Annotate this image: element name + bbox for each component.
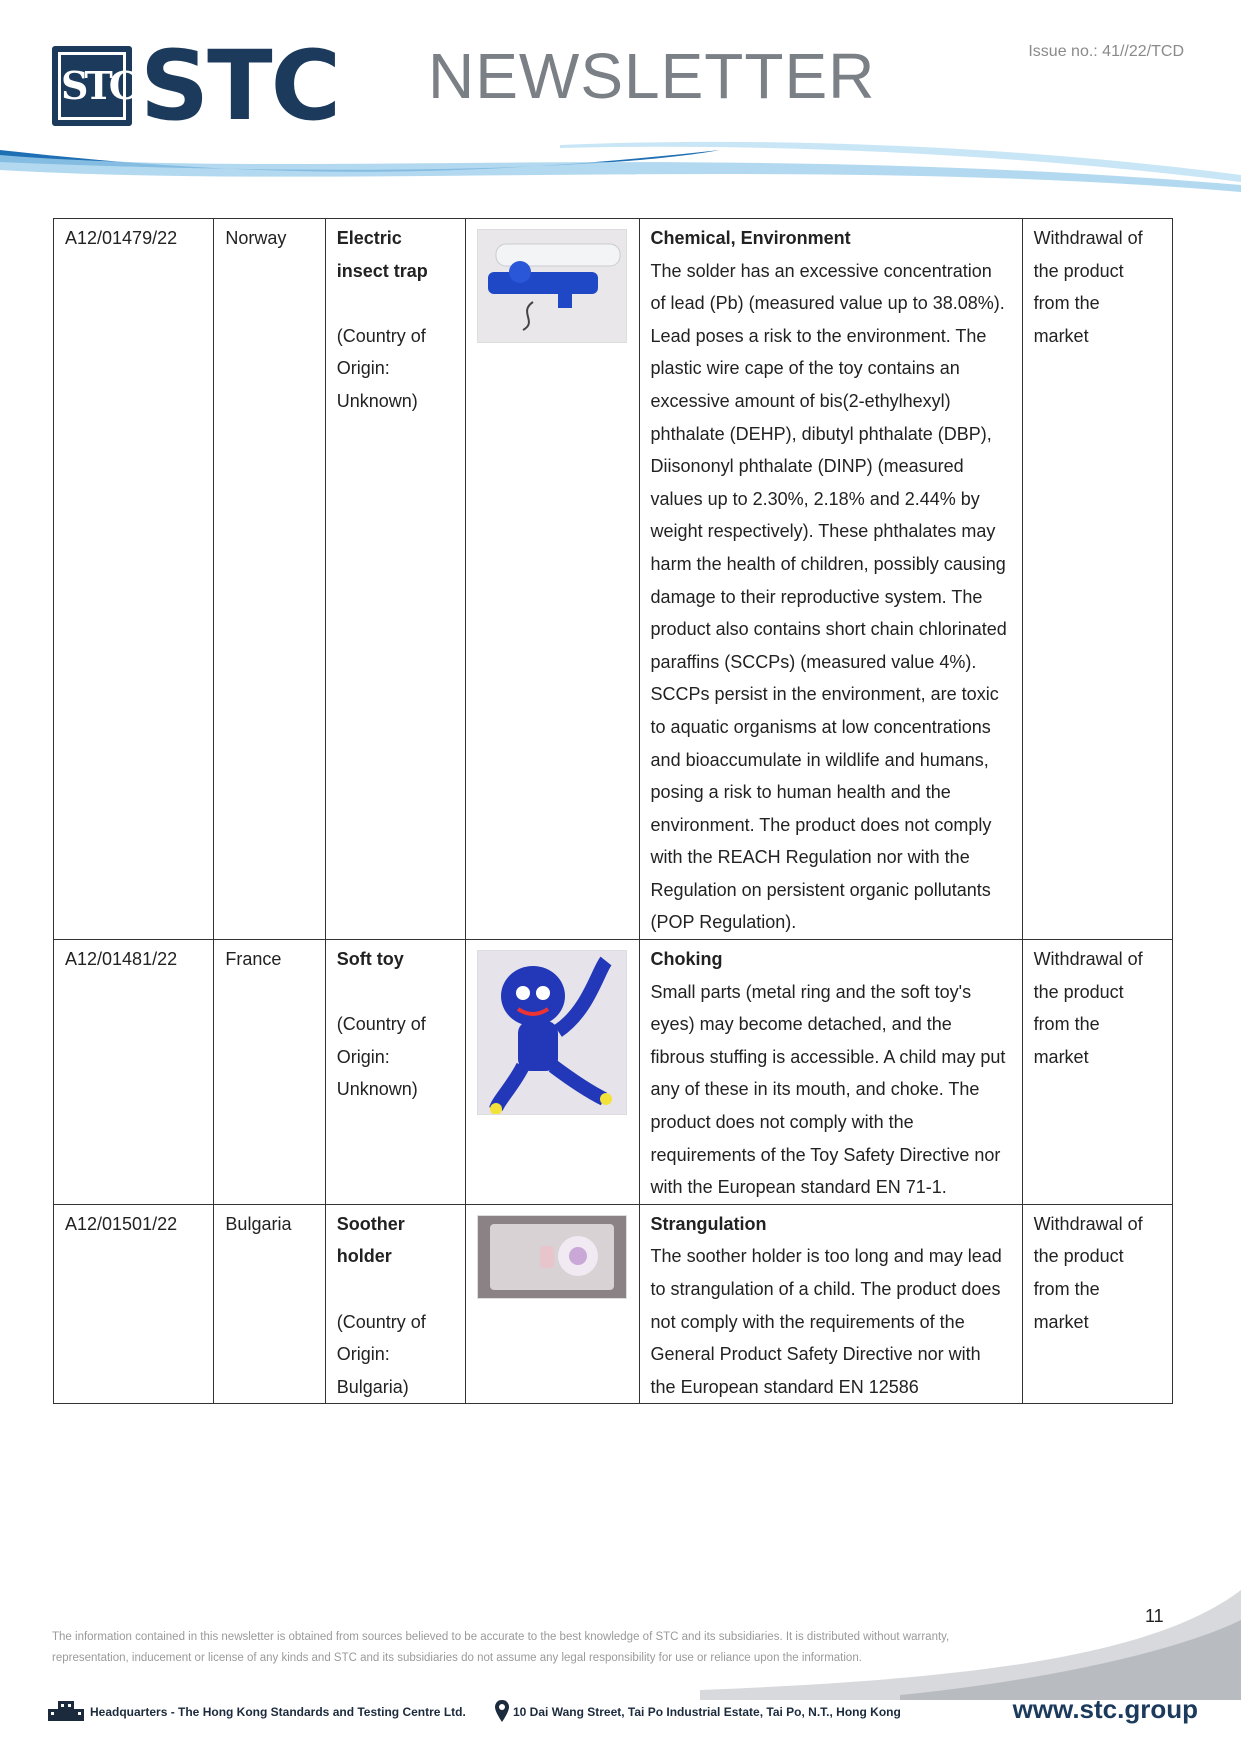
brand-name: STC xyxy=(140,30,340,142)
risk-cell xyxy=(639,1204,1022,1404)
measure-line: from the xyxy=(1033,1014,1100,1035)
origin-line: (Country of xyxy=(336,1311,426,1332)
table-row xyxy=(54,940,1173,1205)
measures-cell xyxy=(1022,1204,1172,1404)
table-row xyxy=(54,1204,1173,1404)
soft-toy-photo xyxy=(477,950,627,1115)
risk-description: The solder has an excessive concentration of lead (Pb) (measured value up to 38.08%). Lead poses a risk to the environment. The plastic wire cape of the toy contains an excessive amount of bis(2-ethylhexyl) phthalate (DEHP), dibutyl phthalate (DBP), Diisononyl phthalate (DINP) (measured values up to 2.30%, 2.18% and 2.44% by weight respectively). These phthalates may harm the health of children, possibly causing damage to their reproductive system. The product also contains short chain chlorinated paraffins (SCCPs) (measured value 4%). SCCPs persist in the environment, are toxic to aquatic organisms at low concentrations and bioaccumulate in wildlife and humans, posing a risk to human health and the environment. The product does not comply with the REACH Regulation nor with the Regulation on persistent organic pollutants (POP Regulation). xyxy=(650,260,1007,933)
spacer xyxy=(337,976,454,1009)
risk-cell xyxy=(639,219,1022,940)
website-link[interactable]: www.stc.group xyxy=(1012,1694,1198,1724)
measure-line: the product xyxy=(1033,1246,1124,1267)
spacer xyxy=(337,287,454,320)
origin-line: Bulgaria) xyxy=(336,1376,409,1397)
page-number: 11 xyxy=(1145,1606,1164,1626)
product-name-line: holder xyxy=(336,1246,392,1267)
logo-mark: STC xyxy=(58,52,126,120)
spacer xyxy=(337,1273,454,1306)
measure-line: market xyxy=(1033,325,1089,346)
headquarters-text: Headquarters - The Hong Kong Standards and Testing Centre Ltd. xyxy=(90,1705,466,1719)
risk-description: The soother holder is too long and may lead to strangulation of a child. The product does not comply with the requirements of the General Product Safety Directive nor with the European standard EN 12586 xyxy=(650,1246,1002,1397)
product-image-cell xyxy=(466,940,639,1205)
product-cell xyxy=(325,1204,465,1404)
product-name-line: Soft toy xyxy=(336,949,404,970)
page-footer xyxy=(48,1694,1198,1728)
measure-line: from the xyxy=(1033,293,1100,314)
notification-number: A12/01501/22 xyxy=(54,1204,214,1404)
product-image-cell xyxy=(466,219,639,940)
risk-cell xyxy=(639,940,1022,1205)
product-name-line: Electric xyxy=(336,228,402,248)
product-name-line: Soother xyxy=(336,1213,405,1234)
measure-line: Withdrawal of xyxy=(1033,949,1143,970)
electric-insect-trap-photo xyxy=(477,229,627,343)
location-pin-icon xyxy=(495,1700,509,1722)
table-row xyxy=(54,219,1173,940)
soother-holder-photo xyxy=(477,1215,627,1299)
origin-line: Origin: xyxy=(336,1344,390,1365)
product-cell xyxy=(325,940,465,1205)
risk-type: Strangulation xyxy=(650,1213,767,1234)
address-text: 10 Dai Wang Street, Tai Po Industrial Estate, Tai Po, N.T., Hong Kong xyxy=(513,1705,901,1719)
measure-line: Withdrawal of xyxy=(1033,228,1143,248)
origin-line: Origin: xyxy=(336,358,390,379)
page-header xyxy=(0,0,1241,200)
origin-line: Unknown) xyxy=(336,390,418,411)
stc-logo-icon xyxy=(52,46,135,126)
risk-type: Choking xyxy=(650,949,723,970)
recall-table xyxy=(53,218,1173,1404)
issue-number: Issue no.: 41//22/TCD xyxy=(1028,43,1184,60)
measure-line: the product xyxy=(1033,981,1124,1002)
product-cell xyxy=(325,219,465,940)
origin-line: (Country of xyxy=(336,325,426,346)
measures-cell xyxy=(1022,940,1172,1205)
origin-line: (Country of xyxy=(336,1014,426,1035)
notification-number: A12/01479/22 xyxy=(54,219,214,940)
measure-line: market xyxy=(1033,1311,1089,1332)
newsletter-title: NEWSLETTER xyxy=(428,40,876,112)
risk-description: Small parts (metal ring and the soft toy's eyes) may become detached, and the fibrous stuffing is accessible. A child may put any of these in its mouth, and choke. The product does not comply with the requirements of the Toy Safety Directive nor with the European standard EN 71-1. xyxy=(650,981,1006,1198)
product-image-cell xyxy=(466,1204,639,1404)
origin-line: Unknown) xyxy=(336,1079,418,1100)
header-swoosh-decoration xyxy=(0,130,1241,200)
notification-number: A12/01481/22 xyxy=(54,940,214,1205)
notifying-country: Bulgaria xyxy=(214,1204,325,1404)
notifying-country: France xyxy=(214,940,325,1205)
measure-line: Withdrawal of xyxy=(1033,1213,1143,1234)
disclaimer-text: The information contained in this newsletter is obtained from sources believed to be accurate to the best knowledge of STC and its subsidiaries. It is distributed without warranty, representation, inducement or license of any kinds and STC and its subsidiaries do not assume any legal responsibility for use or reliance upon the information. xyxy=(52,1631,950,1664)
risk-type: Chemical, Environment xyxy=(650,228,851,248)
measure-line: market xyxy=(1033,1046,1089,1067)
measure-line: from the xyxy=(1033,1279,1100,1299)
measure-line: the product xyxy=(1033,260,1124,281)
product-name-line: insect trap xyxy=(336,260,428,281)
origin-line: Origin: xyxy=(336,1046,390,1067)
building-icon xyxy=(48,1701,84,1721)
notifying-country: Norway xyxy=(214,219,325,940)
measures-cell xyxy=(1022,219,1172,940)
